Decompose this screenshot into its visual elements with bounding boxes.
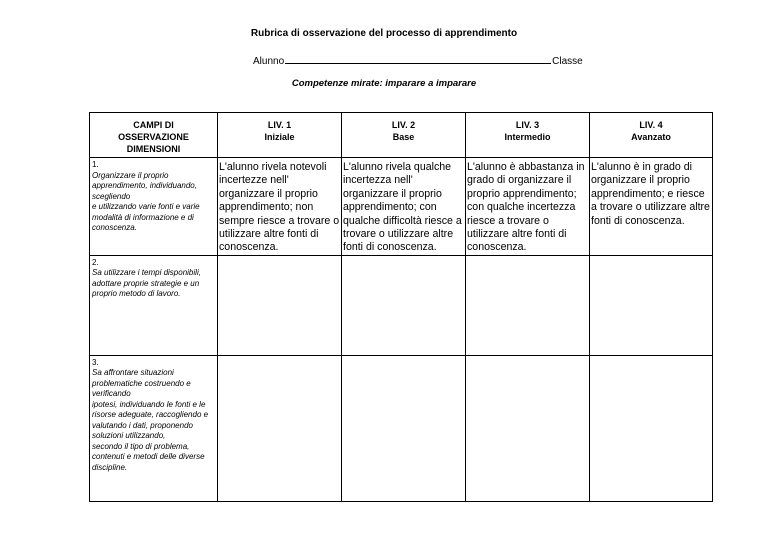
level-2-description: L'alunno rivela qualche incertezza nell' organizzare il proprio apprendimento; con qualche difficoltà riesce a trovare o utilizzare altre fonti di conoscenza. bbox=[342, 158, 466, 256]
level-2-description bbox=[342, 355, 466, 501]
level-3-description bbox=[466, 255, 590, 355]
rubric-table bbox=[89, 112, 713, 502]
level-1-description bbox=[218, 255, 342, 355]
student-label: Alunno bbox=[253, 56, 285, 67]
dimension-cell bbox=[90, 255, 218, 355]
level-3-description: L'alunno è abbastanza in grado di organizzare il proprio apprendimento; con qualche incertezza riesce a trovare o utilizzare altre fonti di conoscenza. bbox=[466, 158, 590, 256]
dimension-cell bbox=[90, 158, 218, 256]
header-row bbox=[90, 113, 713, 158]
dimension-text: Organizzare il proprio apprendimento, individuando, scegliendo e utilizzando varie fonti e varie modalità di informazione e di conoscenza. bbox=[92, 170, 200, 232]
dimension-number: 1. bbox=[92, 160, 99, 169]
column-header-level-1: LIV. 1 Iniziale bbox=[218, 113, 342, 158]
level-4-description bbox=[590, 255, 713, 355]
level-4-description bbox=[590, 355, 713, 501]
level-1-description: L'alunno rivela notevoli incertezze nell' organizzare il proprio apprendimento; non sempre riesce a trovare o utilizzare altre fonti di conoscenza. bbox=[218, 158, 342, 256]
level-4-description: L'alunno è in grado di organizzare il proprio apprendimento; e riesce a trovare o utilizzare altre fonti di conoscenza. bbox=[590, 158, 713, 256]
class-label: Classe bbox=[552, 56, 583, 67]
page-title: Rubrica di osservazione del processo di apprendimento bbox=[250, 28, 518, 39]
level-3-description bbox=[466, 355, 590, 501]
dimension-cell bbox=[90, 355, 218, 501]
competences-heading: Competenze mirate: imparare a imparare bbox=[291, 78, 477, 89]
dimension-number: 2. bbox=[92, 257, 99, 267]
table-row bbox=[90, 355, 713, 501]
table-row bbox=[90, 255, 713, 355]
level-1-description bbox=[218, 355, 342, 501]
column-header-level-3: LIV. 3 Intermedio bbox=[466, 113, 590, 158]
student-name-field[interactable] bbox=[285, 53, 551, 64]
table-row bbox=[90, 158, 713, 256]
column-header-level-4: LIV. 4 Avanzato bbox=[590, 113, 713, 158]
level-2-description bbox=[342, 255, 466, 355]
student-class-line bbox=[253, 53, 583, 67]
dimension-number: 3. bbox=[92, 357, 99, 367]
column-header-level-2: LIV. 2 Base bbox=[342, 113, 466, 158]
dimension-text: Sa affrontare situazioni problematiche costruendo e verificando ipotesi, individuando le fonti e le risorse adeguate, raccogliendo e valutando i dati, proponendo soluzioni utilizzando, secondo il tipo di problema, contenuti e metodi delle diverse discipline. bbox=[92, 368, 209, 472]
dimension-text: Sa utilizzare i tempi disponibili, adottare proprie strategie e un proprio metodo di lavoro. bbox=[92, 268, 201, 299]
column-header-dimensions: CAMPI DI OSSERVAZIONE DIMENSIONI bbox=[90, 113, 218, 158]
